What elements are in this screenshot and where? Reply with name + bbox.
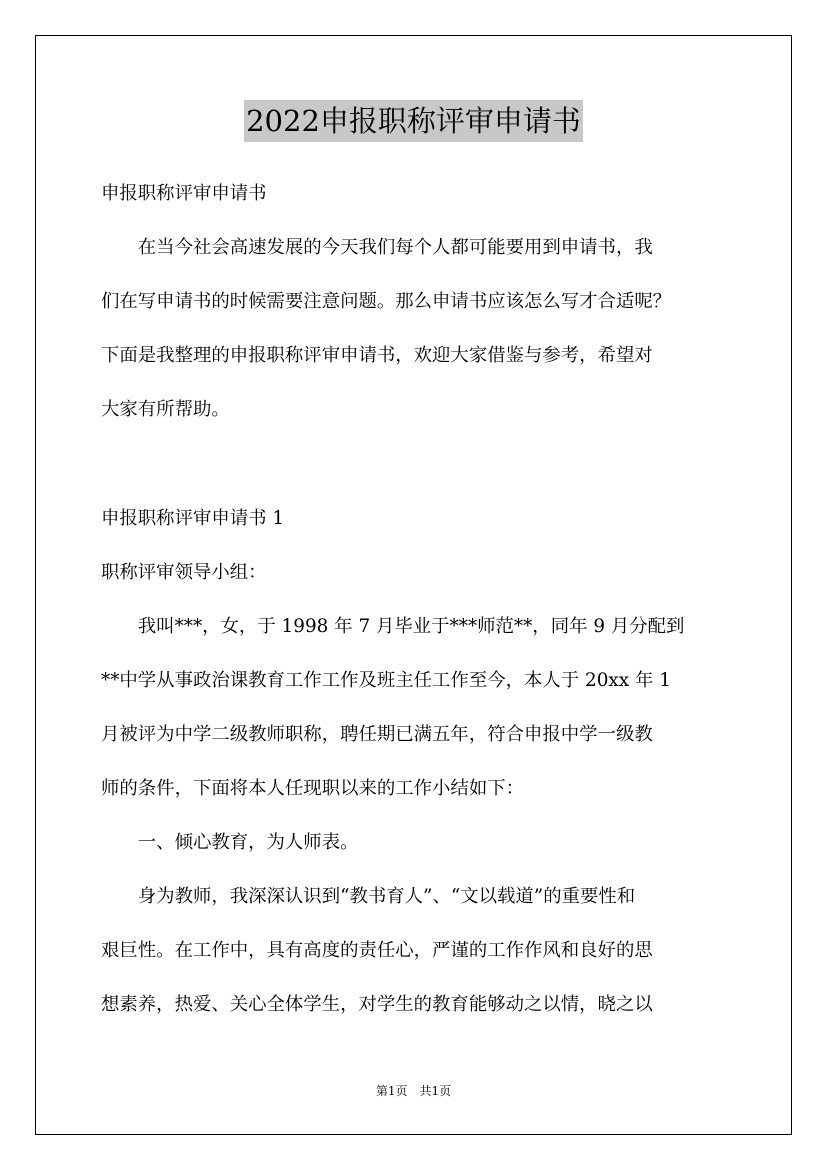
paragraph-line: 身为教师，我深深认识到“教书育人”、“文以载道”的重要性和	[101, 886, 636, 907]
salutation-line: 职称评审领导小组：	[101, 562, 267, 583]
paragraph-line: 月被评为中学二级教师职称，聘任期已满五年，符合申报中学一级教	[101, 724, 653, 745]
paragraph-line: 我叫***，女，于 1998 年 7 月毕业于***师范**，同年 9 月分配到	[101, 616, 685, 637]
paragraph-line: 下面是我整理的申报职称评审申请书，欢迎大家借鉴与参考，希望对	[101, 345, 653, 366]
subtitle-line: 申报职称评审申请书	[101, 183, 267, 204]
page-footer: 第1页 共1页	[375, 1084, 452, 1098]
document-title: 2022申报职称评审申请书	[244, 100, 583, 142]
paragraph-line: 师的条件，下面将本人任现职以来的工作小结如下：	[101, 778, 524, 799]
numbered-heading: 一、倾心教育，为人师表。	[101, 832, 359, 853]
paragraph-line: 在当今社会高速发展的今天我们每个人都可能要用到申请书，我	[101, 237, 653, 258]
section-heading: 申报职称评审申请书 1	[101, 508, 285, 529]
paragraph-line: 艰巨性。在工作中，具有高度的责任心，严谨的工作作风和良好的思	[101, 940, 653, 961]
paragraph-line: 想素养，热爱、关心全体学生，对学生的教育能够动之以情，晓之以	[101, 994, 653, 1015]
paragraph-line: **中学从事政治课教育工作工作及班主任工作至今，本人于 20xx 年 1	[101, 670, 671, 691]
paragraph-line: 大家有所帮助。	[101, 399, 230, 420]
paragraph-line: 们在写申请书的时候需要注意问题。那么申请书应该怎么写才合适呢？	[101, 291, 672, 312]
title-container	[0, 100, 827, 142]
